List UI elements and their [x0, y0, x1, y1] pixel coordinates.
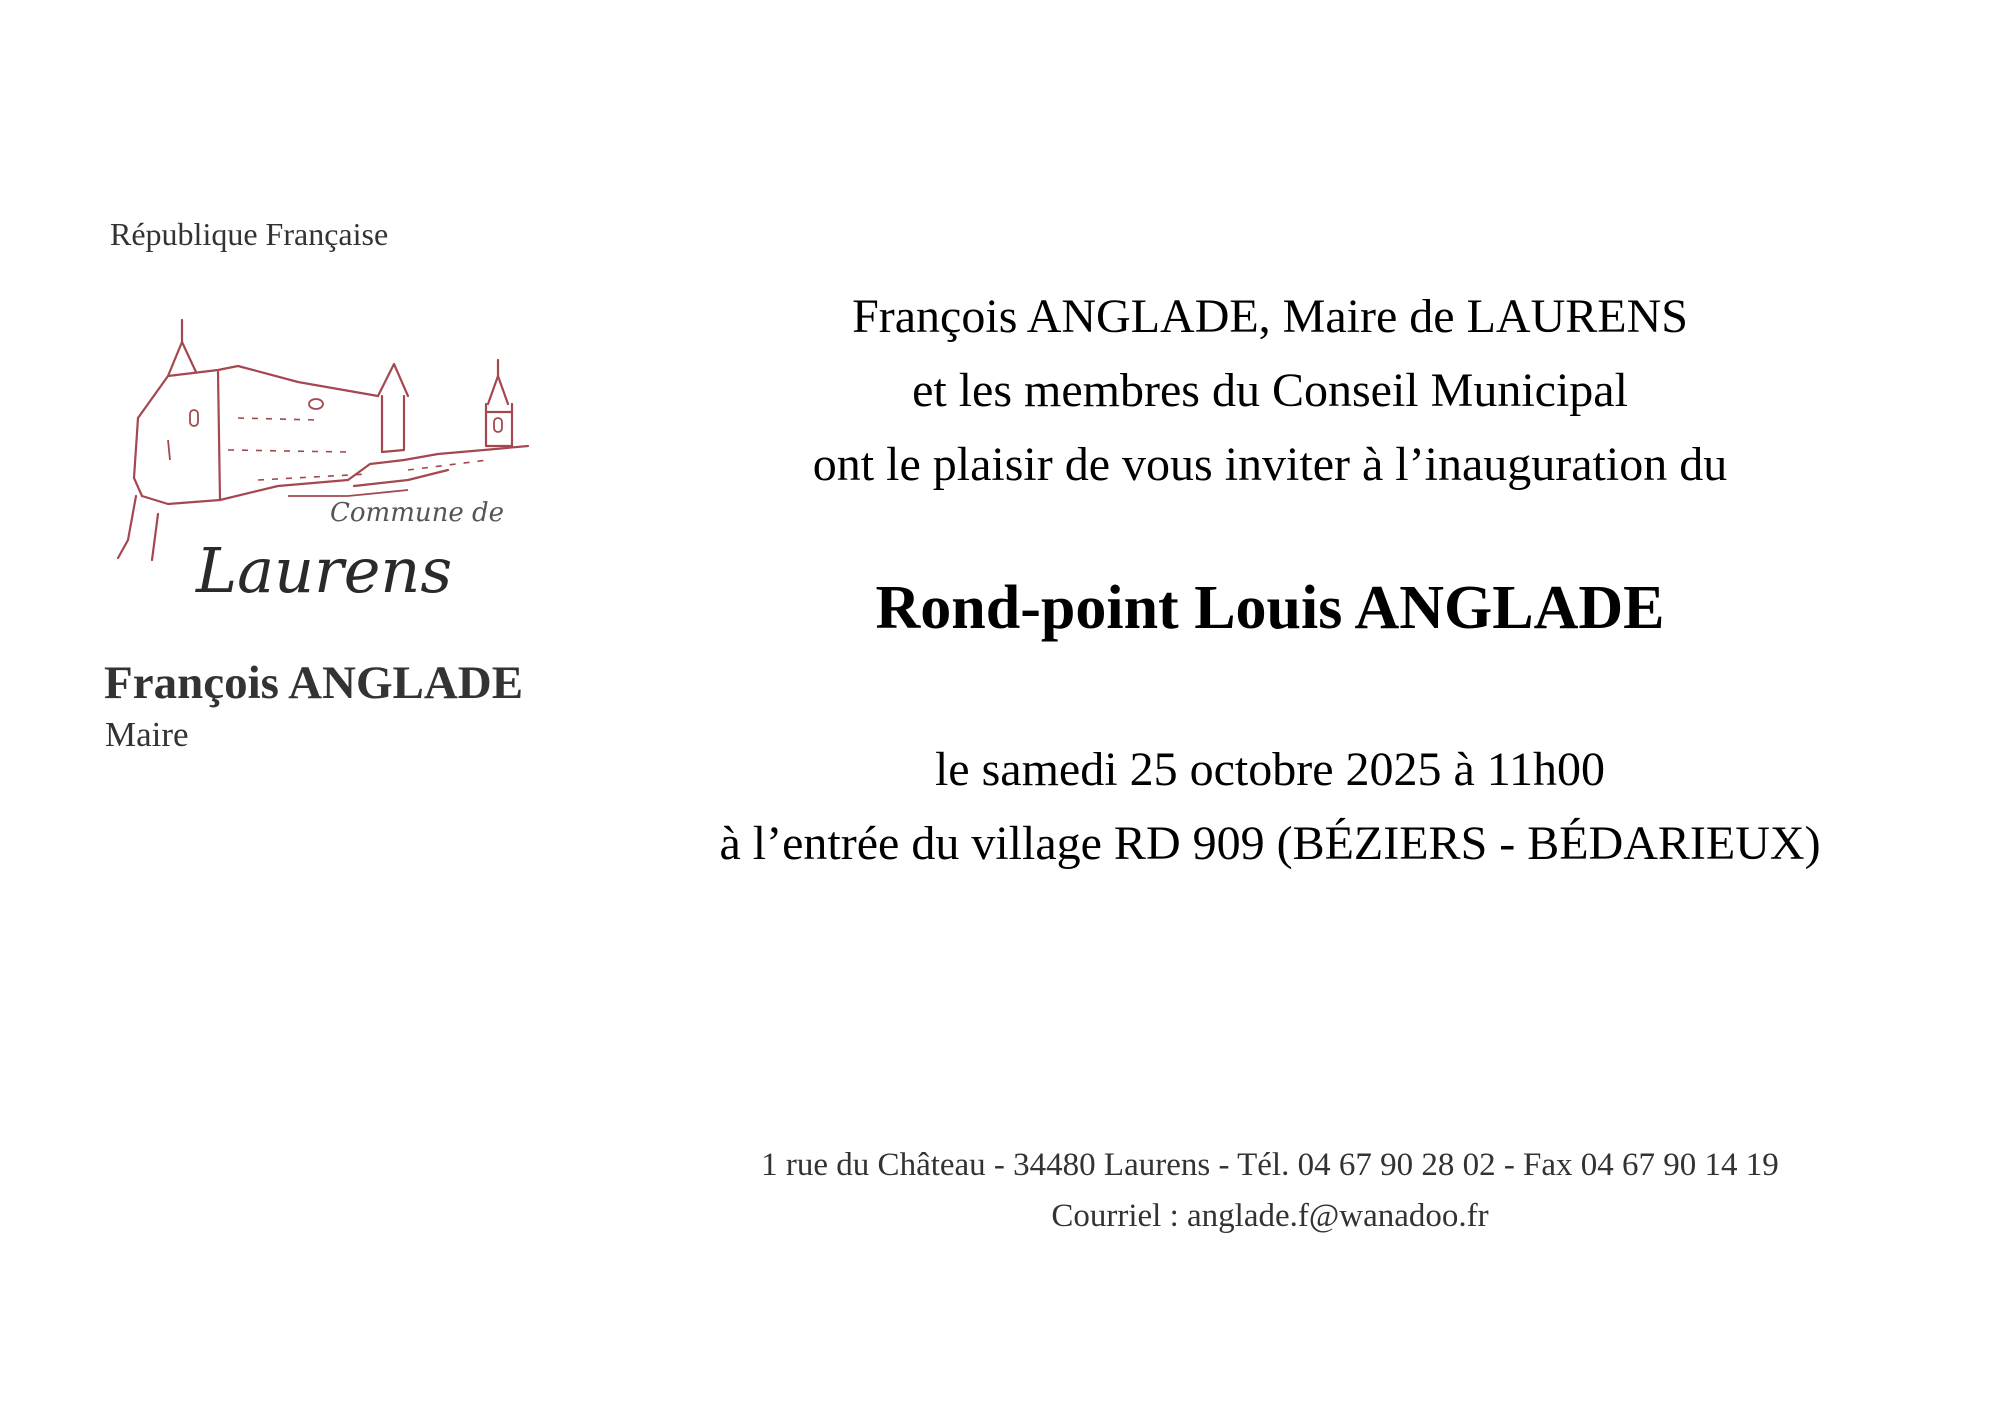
contact-footer	[620, 1140, 1920, 1242]
commune-caption-small: Commune de	[330, 498, 505, 528]
event-details	[620, 733, 1920, 881]
commune-caption-large: Laurens	[196, 534, 453, 607]
invitation-text	[620, 280, 1920, 502]
event-date-time: le samedi 25 octobre 2025 à 11h00	[934, 743, 1606, 796]
contact-email: Courriel : anglade.f@wanadoo.fr	[1051, 1198, 1489, 1234]
mayor-name: François ANGLADE	[104, 657, 524, 709]
event-location: à l’entrée du village RD 909 (BÉZIERS - BÉDARIEUX)	[719, 817, 1821, 870]
invitation-line-1: François ANGLADE, Maire de LAURENS	[852, 290, 1688, 343]
mayor-title: Maire	[105, 715, 189, 754]
invitation-line-2: et les membres du Conseil Municipal	[912, 364, 1628, 417]
contact-address: 1 rue du Château - 34480 Laurens - Tél. 04 67 90 28 02 - Fax 04 67 90 14 19	[761, 1147, 1779, 1183]
republic-header: République Française	[110, 216, 389, 252]
event-title: Rond-point Louis ANGLADE	[875, 574, 1665, 642]
invitation-line-3: ont le plaisir de vous inviter à l’inauguration du	[812, 438, 1728, 491]
